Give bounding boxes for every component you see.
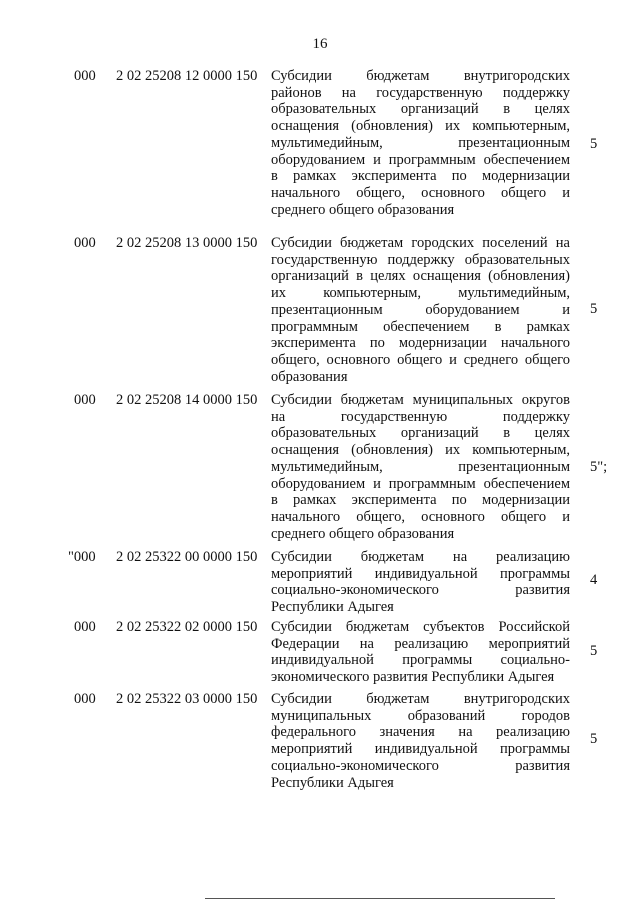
description-line: среднего общего образования: [271, 525, 455, 542]
description-line: Субсидии бюджетам внутригородских: [271, 691, 570, 707]
description-line: оборудованием и программным обеспечением: [271, 151, 570, 168]
description-line: общего, основного общего и среднего общего: [271, 351, 570, 368]
description-line: среднего общего образования: [271, 201, 455, 218]
norm-value: 4: [590, 572, 598, 588]
description-line: социально-экономического развития: [271, 757, 570, 774]
description-line: муниципальных образований городов: [271, 707, 570, 724]
description-line: организаций в целях оснащения (обновления): [271, 268, 570, 285]
income-description: [271, 68, 570, 218]
page-number: 16: [312, 36, 328, 52]
budget-codes-table: [0, 68, 640, 801]
income-description: [271, 235, 570, 385]
description-line: Субсидии бюджетам на реализацию: [271, 549, 570, 565]
norm-value: 5: [590, 731, 598, 747]
income-description: [271, 619, 570, 686]
admin-code: 000: [74, 691, 96, 707]
description-line: Субсидии бюджетам муниципальных округов: [271, 392, 570, 408]
description-line: Федерации на реализацию мероприятий: [271, 635, 570, 652]
description-line: Субсидии бюджетам городских поселений на: [271, 235, 570, 251]
description-line: Республики Адыгея: [271, 774, 394, 791]
description-line: в рамках эксперимента по модернизации: [271, 168, 570, 185]
description-line: социально-экономического развития: [271, 582, 570, 599]
admin-code: 000: [74, 68, 96, 84]
description-line: эксперимента по модернизации начального: [271, 335, 570, 352]
description-line: федерального значения на реализацию: [271, 724, 570, 741]
budget-classification-code: 2 02 25208 12 0000 150: [116, 68, 258, 84]
description-line: оснащения (обновления) их компьютерным,: [271, 442, 570, 459]
description-line: программным обеспечением в рамках: [271, 318, 570, 335]
description-line: образования: [271, 368, 348, 385]
bottom-rule: [205, 898, 555, 899]
description-line: образовательных организаций в целях: [271, 425, 570, 442]
description-line: оборудованием и программным обеспечением: [271, 475, 570, 492]
description-line: государственную поддержку образовательных: [271, 251, 570, 268]
budget-classification-code: 2 02 25208 13 0000 150: [116, 235, 258, 251]
description-line: в рамках эксперимента по модернизации: [271, 492, 570, 509]
description-line: районов на государственную поддержку: [271, 84, 570, 101]
description-line: Субсидии бюджетам внутригородских: [271, 68, 570, 84]
income-description: [271, 691, 570, 791]
admin-code: "000: [68, 549, 96, 565]
description-line: презентационным оборудованием и: [271, 301, 570, 318]
description-line: образовательных организаций в целях: [271, 101, 570, 118]
table-row: [0, 392, 640, 549]
description-line: Республики Адыгея: [271, 599, 394, 616]
norm-value: 5: [590, 136, 598, 152]
income-description: [271, 549, 570, 616]
norm-value: 5: [590, 643, 598, 659]
norm-value: 5";: [590, 459, 608, 475]
admin-code: 000: [74, 235, 96, 251]
budget-classification-code: 2 02 25322 03 0000 150: [116, 691, 258, 707]
description-line: мультимедийным, презентационным: [271, 458, 570, 475]
description-line: мультимедийным, презентационным: [271, 134, 570, 151]
table-row: [0, 549, 640, 619]
description-line: мероприятий индивидуальной программы: [271, 741, 570, 758]
table-row: [0, 691, 640, 801]
admin-code: 000: [74, 619, 96, 635]
budget-classification-code: 2 02 25322 02 0000 150: [116, 619, 258, 635]
description-line: оснащения (обновления) их компьютерным,: [271, 118, 570, 135]
budget-classification-code: 2 02 25322 00 0000 150: [116, 549, 258, 565]
description-line: Субсидии бюджетам субъектов Российской: [271, 619, 570, 635]
description-line: мероприятий индивидуальной программы: [271, 565, 570, 582]
budget-classification-code: 2 02 25208 14 0000 150: [116, 392, 258, 408]
description-line: начального общего, основного общего и: [271, 184, 570, 201]
admin-code: 000: [74, 392, 96, 408]
income-description: [271, 392, 570, 542]
description-line: на государственную поддержку: [271, 408, 570, 425]
table-row: [0, 68, 640, 235]
table-row: [0, 235, 640, 392]
description-line: экономического развития Республики Адыгея: [271, 669, 555, 686]
table-row: [0, 619, 640, 691]
norm-value: 5: [590, 301, 598, 317]
description-line: индивидуальной программы социально-: [271, 652, 570, 669]
description-line: начального общего, основного общего и: [271, 508, 570, 525]
description-line: их компьютерным, мультимедийным,: [271, 285, 570, 302]
